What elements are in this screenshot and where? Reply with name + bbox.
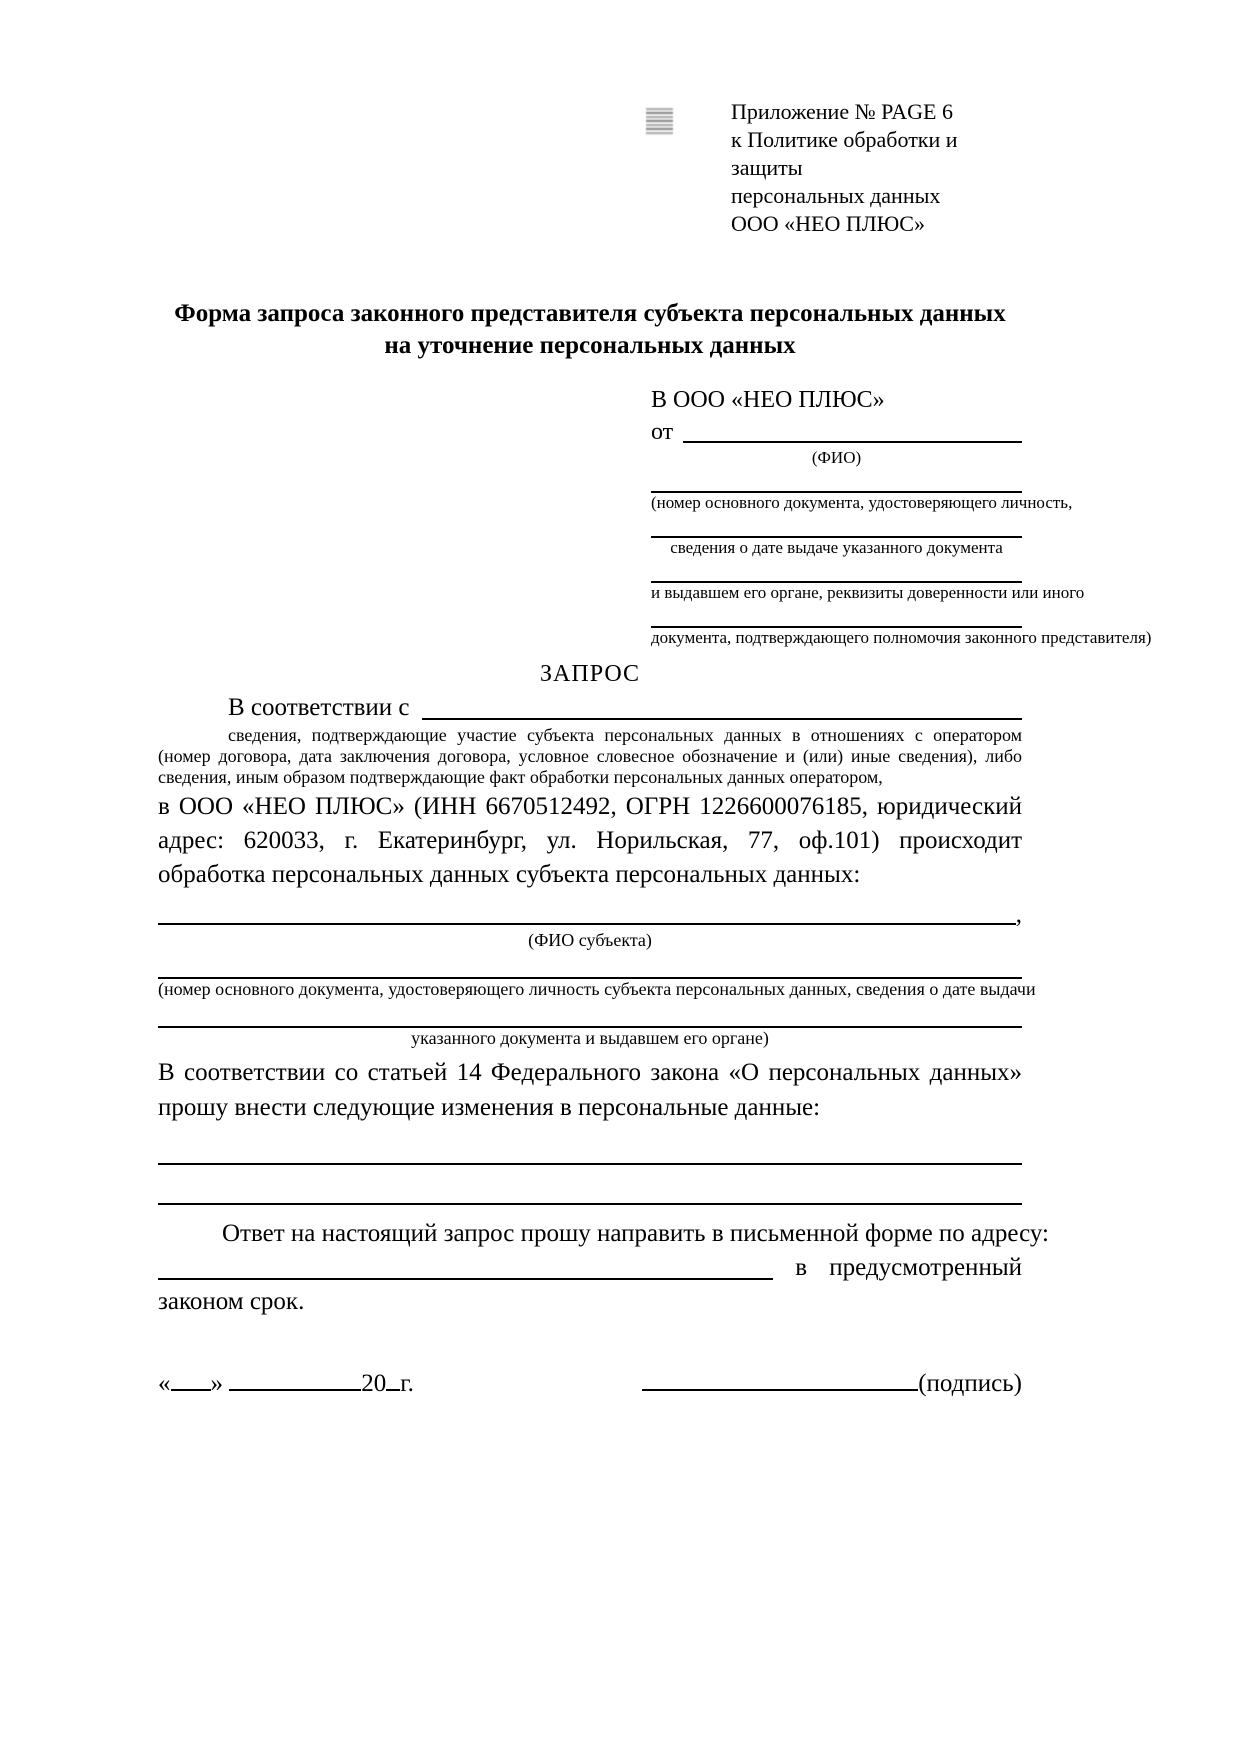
doc-field-caption-4: документа, подтверждающего полномочия законного представителя) bbox=[651, 628, 1152, 647]
reply-paragraph-line-3: законом срок. bbox=[158, 1288, 305, 1315]
appendix-header-line: Приложение № PAGE 6 bbox=[731, 99, 953, 124]
signature-field-line[interactable] bbox=[642, 1389, 918, 1391]
reply-paragraph-line-1: Ответ на настоящий запрос прошу направить в письменной форме по адресу: bbox=[222, 1220, 1049, 1247]
quote-open: « bbox=[158, 1370, 171, 1397]
accordance-row bbox=[158, 691, 1022, 725]
year-digit-line[interactable] bbox=[386, 1389, 400, 1391]
fio-field-line[interactable] bbox=[683, 416, 1022, 443]
accordance-field-line[interactable] bbox=[422, 691, 1022, 720]
appendix-header-text bbox=[731, 98, 1022, 238]
changes-field-line-2[interactable] bbox=[158, 1165, 1022, 1205]
doc-field-caption-3: и выдавшем его органе, реквизиты доверенности или иного bbox=[651, 583, 1085, 602]
reply-word-term: предусмотренный bbox=[829, 1254, 1022, 1281]
subject-doc-field-line-2[interactable] bbox=[158, 1000, 1022, 1028]
year-suffix: г. bbox=[400, 1370, 414, 1397]
from-label: от bbox=[651, 419, 674, 445]
reply-address-row bbox=[158, 1251, 1022, 1285]
article-paragraph: В соответствии со статьей 14 Федерального закона «О персональных данных» прошу внести следующие изменения в персональные данные: bbox=[158, 1059, 1022, 1121]
subject-line-comma: , bbox=[1015, 901, 1022, 928]
doc-field-line-4[interactable] bbox=[651, 602, 1022, 628]
subject-doc-caption-2: указанного документа и выдавшем его органе) bbox=[411, 1028, 769, 1048]
title-line-2: на уточнение персональных данных bbox=[384, 332, 796, 359]
doc-field-caption-2: сведения о дате выдаче указанного документа bbox=[670, 538, 1003, 557]
document-header bbox=[646, 98, 1022, 238]
title-line-1: Форма запроса законного представителя субъекта персональных данных bbox=[174, 300, 1006, 327]
changes-field-line-1[interactable] bbox=[158, 1125, 1022, 1165]
month-field-line[interactable] bbox=[229, 1389, 361, 1391]
blurred-text-artifact bbox=[646, 108, 673, 135]
signature-group bbox=[642, 1367, 1022, 1401]
subject-fio-caption: (ФИО субъекта) bbox=[528, 930, 652, 950]
operator-paragraph: в ООО «НЕО ПЛЮС» (ИНН 6670512492, ОГРН 1226600076185, юридический адрес: 620033, г. Екатеринбург, ул. Норильская, 77, оф.101) происходит обработка персональных данных субъекта персональных данных: bbox=[158, 793, 1022, 888]
reply-word-v: в bbox=[795, 1254, 808, 1281]
request-heading: ЗАПРОС bbox=[540, 661, 640, 687]
addressee-to: В ООО «НЕО ПЛЮС» bbox=[651, 387, 885, 413]
subject-fio-row bbox=[158, 900, 1022, 930]
appendix-header-line: к Политике обработки и защиты bbox=[731, 127, 958, 180]
day-field-line[interactable] bbox=[171, 1389, 211, 1391]
from-row bbox=[651, 416, 1022, 448]
date-signature-row bbox=[158, 1367, 1022, 1401]
fio-caption: (ФИО) bbox=[811, 448, 862, 467]
appendix-header-line: персональных данных bbox=[731, 183, 941, 208]
doc-field-caption-1: (номер основного документа, удостоверяющего личность, bbox=[651, 493, 1073, 512]
accordance-label: В соответствии с bbox=[228, 694, 410, 721]
doc-field-line-3[interactable] bbox=[651, 557, 1022, 583]
doc-field-line-1[interactable] bbox=[651, 467, 1022, 493]
appendix-header-line: ООО «НЕО ПЛЮС» bbox=[731, 211, 925, 236]
signature-caption: (подпись) bbox=[918, 1370, 1022, 1397]
doc-field-line-2[interactable] bbox=[651, 512, 1022, 538]
reply-address-field-line[interactable] bbox=[158, 1251, 773, 1280]
year-prefix: 20 bbox=[361, 1370, 387, 1397]
fine-print-note: сведения, подтверждающие участие субъекта персональных данных в отношениях с оператором (номер договора, дата заключения договора, условное словесное обозначение и (или) иные сведения), либо сведения, иным образом подтверждающие факт обработки персональных данных оператором, bbox=[158, 725, 1022, 787]
quote-close: » bbox=[210, 1370, 223, 1397]
subject-fio-field-line[interactable] bbox=[158, 900, 1016, 925]
document-title bbox=[158, 298, 1022, 362]
addressee-block bbox=[651, 384, 1152, 647]
subject-doc-field-line-1[interactable] bbox=[158, 951, 1022, 979]
date-field-group bbox=[158, 1367, 414, 1401]
subject-doc-caption-1: (номер основного документа, удостоверяющего личность субъекта персональных данных, сведения о дате выдачи bbox=[158, 979, 1036, 999]
